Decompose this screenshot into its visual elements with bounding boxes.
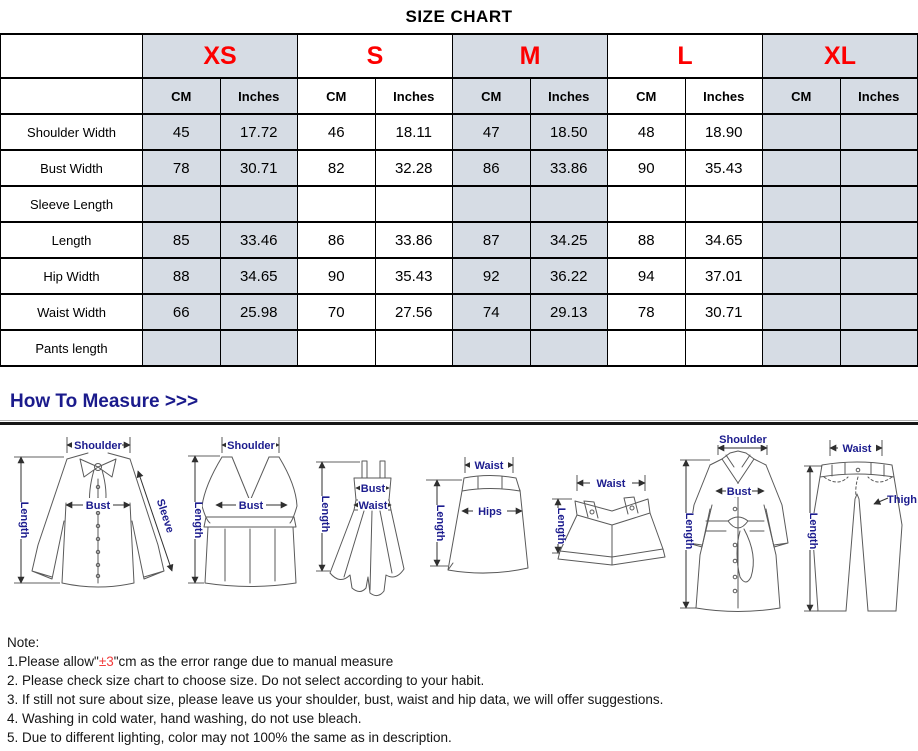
cell: [840, 330, 918, 366]
cell: 70: [298, 294, 376, 330]
row-label: Waist Width: [1, 294, 143, 330]
cell: 78: [143, 150, 221, 186]
cell: [298, 186, 376, 222]
table-row: [1, 186, 918, 222]
cell: 29.13: [530, 294, 608, 330]
unit-cm: CM: [298, 78, 376, 114]
measure-label-bust: Bust: [726, 486, 752, 498]
note-line: 2. Please check size chart to choose size. Do not select according to your habit.: [7, 673, 485, 688]
measure-label-shoulder: Shoulder: [74, 440, 122, 452]
cell: 25.98: [220, 294, 298, 330]
cell: [763, 186, 841, 222]
cell: [763, 114, 841, 150]
cell: [143, 186, 221, 222]
cell: 88: [143, 258, 221, 294]
cell: 33.86: [530, 150, 608, 186]
measure-label-length: Length: [319, 495, 331, 533]
cell: [608, 186, 686, 222]
measure-label-hips: Hips: [478, 506, 502, 518]
cell: [375, 186, 453, 222]
blouse-diagram: [14, 437, 176, 587]
note-line: 3. If still not sure about size, please leave us your shoulder, bust, waist and hip data, we will offer suggestions.: [7, 692, 664, 707]
cell: [840, 186, 918, 222]
cell: 35.43: [685, 150, 763, 186]
cell: 30.71: [220, 150, 298, 186]
page-title: SIZE CHART: [405, 7, 513, 26]
row-label: Pants length: [1, 330, 143, 366]
table-row: [1, 294, 918, 330]
cell: 27.56: [375, 294, 453, 330]
notes-heading: Note:: [7, 635, 40, 650]
cell: 18.90: [685, 114, 763, 150]
cell: 78: [608, 294, 686, 330]
cell: 86: [453, 150, 531, 186]
note-line: 1.Please allow"±3"cm as the error range due to manual measure: [7, 654, 394, 669]
unit-inches: Inches: [530, 78, 608, 114]
cell: 18.11: [375, 114, 453, 150]
how-to-measure-heading: How To Measure >>>: [10, 391, 199, 412]
cell: 30.71: [685, 294, 763, 330]
cell: [685, 186, 763, 222]
note-line: 4. Washing in cold water, hand washing, do not use bleach.: [7, 711, 362, 726]
measure-label-length: Length: [18, 501, 30, 539]
cell: [220, 186, 298, 222]
measure-label-length: Length: [555, 507, 567, 545]
tank-top-diagram: [188, 437, 297, 587]
cell: 17.72: [220, 114, 298, 150]
unit-inches: Inches: [375, 78, 453, 114]
size-header-xs: XS: [143, 34, 298, 78]
measure-label-shoulder: Shoulder: [719, 434, 767, 446]
note-red-tolerance: ±3: [98, 654, 114, 669]
table-row: [1, 330, 918, 366]
measure-label-waist: Waist: [474, 460, 504, 472]
cell: [453, 186, 531, 222]
cell: 94: [608, 258, 686, 294]
cell: 46: [298, 114, 376, 150]
size-header-m: M: [453, 34, 608, 78]
cell: 45: [143, 114, 221, 150]
measure-label-shoulder: Shoulder: [227, 440, 275, 452]
measure-label-bust: Bust: [85, 500, 111, 512]
cell: [453, 330, 531, 366]
coat-diagram: [679, 433, 788, 612]
unit-cm: CM: [608, 78, 686, 114]
cell: 35.43: [375, 258, 453, 294]
cell: [530, 186, 608, 222]
cell: 37.01: [685, 258, 763, 294]
size-chart-table: [0, 33, 918, 367]
cell: 90: [298, 258, 376, 294]
cell: [840, 222, 918, 258]
cell: [143, 330, 221, 366]
cell: [840, 114, 918, 150]
unit-inches: Inches: [685, 78, 763, 114]
cell: [220, 330, 298, 366]
unit-cm: CM: [453, 78, 531, 114]
dress-diagram: [315, 461, 404, 596]
cell: 85: [143, 222, 221, 258]
cell: [840, 258, 918, 294]
measure-label-length: Length: [807, 512, 819, 550]
measure-diagrams: [0, 425, 918, 625]
table-row: [1, 114, 918, 150]
row-label: Length: [1, 222, 143, 258]
measure-label-waist: Waist: [358, 500, 388, 512]
cell: [840, 150, 918, 186]
cell: [375, 330, 453, 366]
unit-inches: Inches: [220, 78, 298, 114]
row-label: Shoulder Width: [1, 114, 143, 150]
unit-header-row: [1, 78, 918, 114]
cell: [763, 330, 841, 366]
cell: 36.22: [530, 258, 608, 294]
cell: 87: [453, 222, 531, 258]
size-header-xl: XL: [763, 34, 918, 78]
cell: [763, 258, 841, 294]
size-header-s: S: [298, 34, 453, 78]
measure-diagrams-svg: [0, 425, 918, 625]
cell: 18.50: [530, 114, 608, 150]
unit-cm: CM: [763, 78, 841, 114]
cell: [685, 330, 763, 366]
measure-label-waist: Waist: [596, 478, 626, 490]
unit-cm: CM: [143, 78, 221, 114]
cell: [763, 294, 841, 330]
cell: 33.86: [375, 222, 453, 258]
measure-label-bust: Bust: [238, 500, 264, 512]
shorts-diagram: [551, 475, 665, 565]
cell: 74: [453, 294, 531, 330]
note-line: 5. Due to different lighting, color may not 100% the same as in description.: [7, 730, 452, 745]
cell: 88: [608, 222, 686, 258]
unit-inches: Inches: [840, 78, 918, 114]
measure-label-thigh: Thigh: [887, 494, 917, 506]
cell: [298, 330, 376, 366]
measure-label-length: Length: [683, 512, 695, 550]
corner-cell: [1, 78, 143, 114]
corner-cell: [1, 34, 143, 78]
cell: 48: [608, 114, 686, 150]
row-label: Hip Width: [1, 258, 143, 294]
cell: 34.65: [685, 222, 763, 258]
cell: [763, 222, 841, 258]
cell: 86: [298, 222, 376, 258]
cell: 92: [453, 258, 531, 294]
cell: 66: [143, 294, 221, 330]
cell: 47: [453, 114, 531, 150]
row-label: Bust Width: [1, 150, 143, 186]
cell: 82: [298, 150, 376, 186]
cell: 34.65: [220, 258, 298, 294]
table-row: [1, 258, 918, 294]
measure-label-length: Length: [192, 501, 204, 539]
cell: [530, 330, 608, 366]
pants-diagram: [803, 440, 917, 611]
size-header-row: [1, 34, 918, 78]
cell: 33.46: [220, 222, 298, 258]
row-label: Sleeve Length: [1, 186, 143, 222]
size-header-l: L: [608, 34, 763, 78]
measure-label-waist: Waist: [842, 443, 872, 455]
table-row: [1, 222, 918, 258]
measure-label-sleeve: Sleeve: [153, 497, 176, 535]
cell: 34.25: [530, 222, 608, 258]
cell: [608, 330, 686, 366]
measure-label-bust: Bust: [360, 483, 386, 495]
table-row: [1, 150, 918, 186]
measure-label-length: Length: [434, 504, 446, 542]
cell: 90: [608, 150, 686, 186]
notes-section: [0, 625, 918, 747]
cell: [840, 294, 918, 330]
cell: [763, 150, 841, 186]
cell: 32.28: [375, 150, 453, 186]
skirt-diagram: [426, 457, 528, 573]
